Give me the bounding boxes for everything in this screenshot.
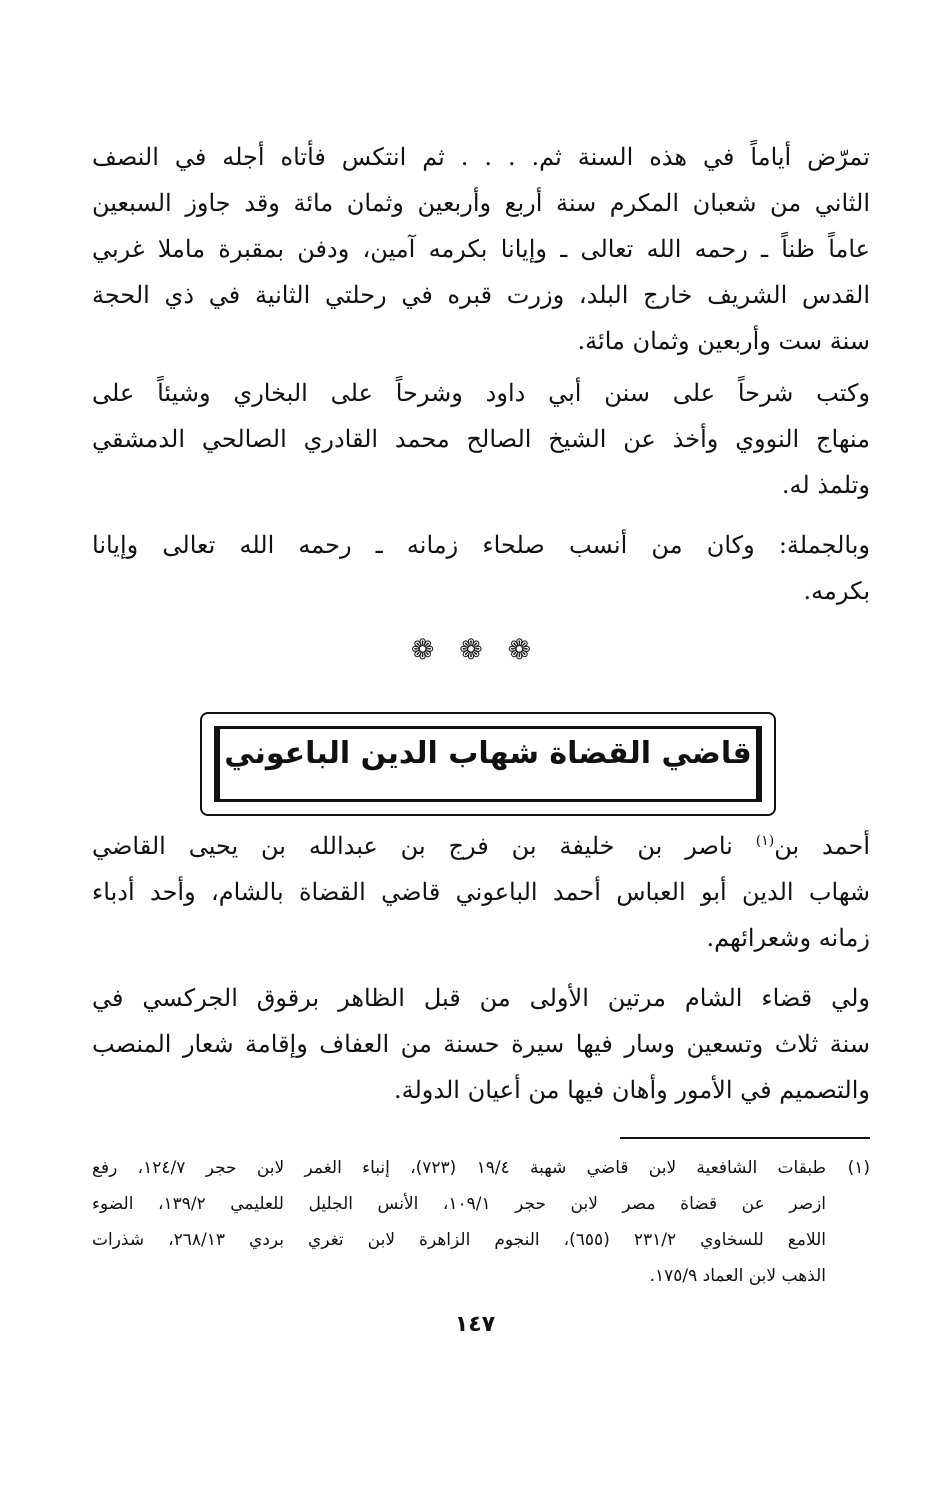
paragraph-summary	[92, 522, 870, 614]
text-line: وتلمذ له.	[781, 471, 870, 499]
section-separator-ornament: ❁ ❁ ❁	[410, 633, 540, 666]
text-line: تمرّض أياماً في هذه السنة ثم. . . . ثم انتكس فأتاه أجله في النصف	[92, 143, 870, 171]
text-line: وكتب شرحاً على سنن أبي داود وشرحاً على البخاري وشيئاً على	[92, 379, 870, 407]
footnote	[92, 1150, 870, 1294]
text-line: عاماً ظناً ـ رحمه الله تعالى ـ وإيانا بكرمه آمين، ودفن بمقبرة ماملا غربي	[92, 235, 870, 263]
bio-name-rest: ناصر بن خليفة بن فرج بن عبدالله بن يحيى القاضي	[92, 832, 756, 860]
text-line: زمانه وشعرائهم.	[706, 924, 870, 952]
footnote-line: ازصر عن قضاة مصر لابن حجر ١٠٩/١، الأنس الجليل للعليمي ١٣٩/٢، الضوء	[92, 1194, 826, 1214]
text-line: القدس الشريف خارج البلد، وزرت قبره في رحلتي الثانية في ذي الحجة	[92, 281, 870, 309]
text-line: سنة ثلاث وتسعين وسار فيها سيرة حسنة من العفاف وإقامة شعار المنصب	[92, 1030, 870, 1058]
footnote-line: الذهب لابن العماد ١٧٥/٩.	[649, 1266, 826, 1286]
paragraph-works	[92, 370, 870, 508]
text-line: وبالجملة: وكان من أنسب صلحاء زمانه ـ رحمه الله تعالى وإيانا	[92, 531, 870, 559]
paragraph-judgeship	[92, 975, 870, 1113]
text-line-with-footnote	[92, 823, 870, 869]
text-line: ولي قضاء الشام مرتين الأولى من قبل الظاهر برقوق الجركسي في	[92, 984, 870, 1012]
text-line: سنة ست وأربعين وثمان مائة.	[577, 327, 870, 355]
footnote-body	[92, 1150, 826, 1294]
section-title-frame	[200, 712, 776, 816]
page-number: ١٤٧	[454, 1312, 496, 1337]
text-line: منهاج النووي وأخذ عن الشيخ الصالح محمد القادري الصالحي الدمشقي	[92, 425, 870, 453]
footnote-divider	[620, 1137, 870, 1139]
footnote-reference[interactable]: (١)	[755, 833, 775, 849]
text-line: بكرمه.	[803, 577, 870, 605]
section-title: قاضي القضاة شهاب الدين الباعوني	[224, 736, 752, 771]
footnote-line: اللامع للسخاوي ٢٣١/٢ (٦٥٥)، النجوم الزاهرة لابن تغري بردي ٢٦٨/١٣، شذرات	[92, 1230, 826, 1250]
text-line: شهاب الدين أبو العباس أحمد الباعوني قاضي القضاة بالشام، وأحد أدباء	[92, 878, 870, 906]
text-line: الثاني من شعبان المكرم سنة أربع وأربعين وثمان مائة وقد جاوز السبعين	[92, 189, 870, 217]
paragraph-death	[92, 134, 870, 364]
footnote-line: طبقات الشافعية لابن قاضي شهبة ١٩/٤ (٧٢٣)، إنباء الغمر لابن حجر ١٢٤/٧، رفع	[92, 1158, 826, 1178]
footnote-number: (١)	[847, 1158, 870, 1178]
bio-name-start: أحمد بن	[774, 832, 870, 860]
paragraph-biography	[92, 823, 870, 961]
text-line: والتصميم في الأمور وأهان فيها من أعيان الدولة.	[393, 1076, 870, 1104]
